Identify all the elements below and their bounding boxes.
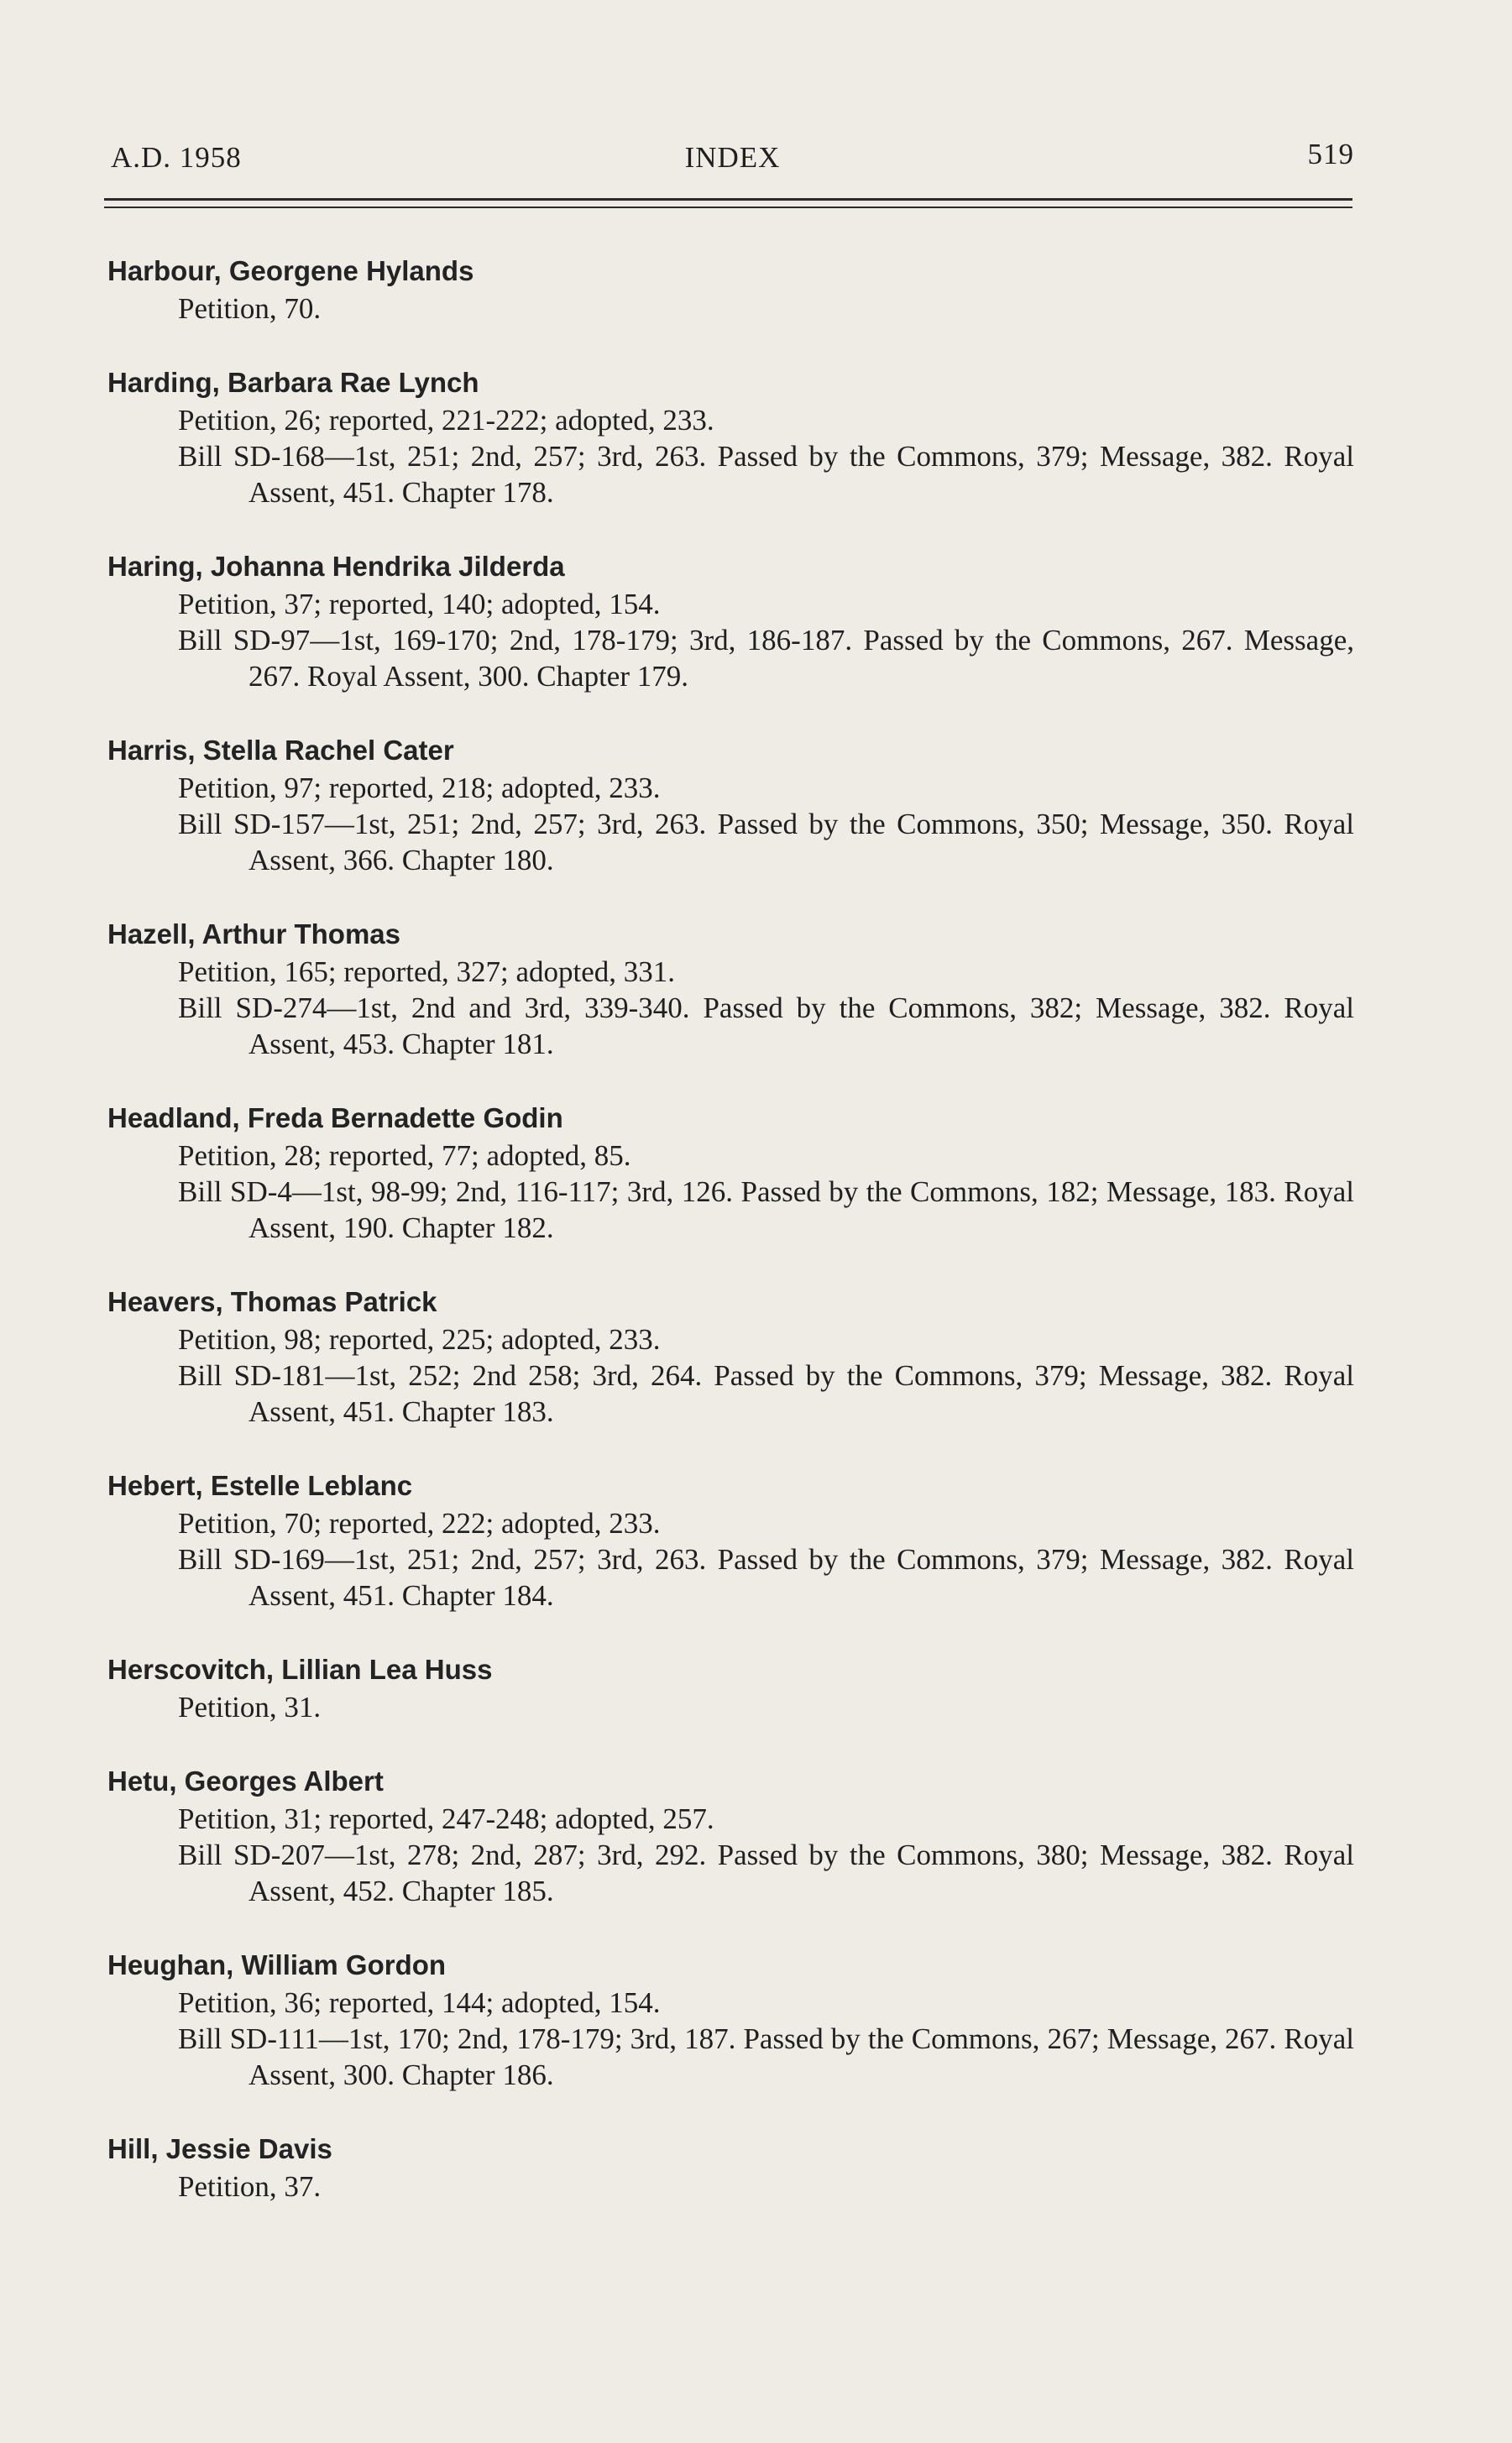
entry-petition: Petition, 31; reported, 247-248; adopted, 257. <box>178 1802 714 1835</box>
entry-name: Hetu, Georges Albert <box>107 1766 384 1797</box>
index-entry <box>107 1467 1354 1614</box>
entry-petition: Petition, 37. <box>178 2170 322 2203</box>
entry-bill: Bill SD-168—1st, 251; 2nd, 257; 3rd, 263. Passed by the Commons, 379; Message, 382. Royal Assent, 451. Chapter 178. <box>178 440 1354 509</box>
entry-bill: Bill SD-169—1st, 251; 2nd, 257; 3rd, 263. Passed by the Commons, 379; Message, 382. Royal Assent, 451. Chapter 184. <box>178 1543 1354 1612</box>
entry-bill: Bill SD-4—1st, 98-99; 2nd, 116-117; 3rd, 126. Passed by the Commons, 182; Message, 183. Royal Assent, 190. Chapter 182. <box>178 1175 1354 1244</box>
index-entry <box>107 547 1354 694</box>
entry-petition: Petition, 98; reported, 225; adopted, 233. <box>178 1323 661 1356</box>
entry-name: Herscovitch, Lillian Lea Huss <box>107 1654 493 1685</box>
entry-name: Hill, Jessie Davis <box>107 2133 332 2164</box>
header-year: A.D. 1958 <box>111 141 242 174</box>
index-entry <box>107 915 1354 1062</box>
entry-petition: Petition, 70; reported, 222; adopted, 233. <box>178 1507 661 1540</box>
index-entry <box>107 731 1354 878</box>
page-header <box>111 138 1354 183</box>
entry-petition: Petition, 37; reported, 140; adopted, 154. <box>178 588 661 620</box>
index-entries <box>107 252 1354 2242</box>
entry-bill: Bill SD-274—1st, 2nd and 3rd, 339-340. Passed by the Commons, 382; Message, 382. Royal Assent, 453. Chapter 181. <box>178 991 1354 1060</box>
index-entry <box>107 1283 1354 1430</box>
entry-name: Hebert, Estelle Leblanc <box>107 1470 413 1501</box>
entry-petition: Petition, 165; reported, 327; adopted, 331. <box>178 955 675 988</box>
entry-name: Harris, Stella Rachel Cater <box>107 735 454 766</box>
index-entry <box>107 364 1354 510</box>
entry-name: Headland, Freda Bernadette Godin <box>107 1102 563 1133</box>
entry-name: Hazell, Arthur Thomas <box>107 918 400 949</box>
entry-bill: Bill SD-157—1st, 251; 2nd, 257; 3rd, 263. Passed by the Commons, 350; Message, 350. Royal Assent, 366. Chapter 180. <box>178 808 1354 876</box>
entry-name: Harding, Barbara Rae Lynch <box>107 367 479 398</box>
header-rule-top <box>104 198 1352 201</box>
entry-name: Heughan, William Gordon <box>107 1949 447 1980</box>
page-number: 519 <box>1307 138 1354 170</box>
entry-bill: Bill SD-181—1st, 252; 2nd 258; 3rd, 264. Passed by the Commons, 379; Message, 382. Royal Assent, 451. Chapter 183. <box>178 1359 1354 1428</box>
entry-petition: Petition, 28; reported, 77; adopted, 85. <box>178 1139 631 1172</box>
index-entry <box>107 1099 1354 1246</box>
index-entry <box>107 252 1354 327</box>
index-entry <box>107 1650 1354 1725</box>
index-entry <box>107 1946 1354 2093</box>
entry-name: Haring, Johanna Hendrika Jilderda <box>107 551 565 582</box>
entry-petition: Petition, 97; reported, 218; adopted, 233. <box>178 772 661 804</box>
index-entry <box>107 1762 1354 1909</box>
entry-bill: Bill SD-97—1st, 169-170; 2nd, 178-179; 3rd, 186-187. Passed by the Commons, 267. Message, 267. Royal Assent, 300. Chapter 179. <box>178 624 1354 693</box>
entry-name: Harbour, Georgene Hylands <box>107 255 474 286</box>
entry-petition: Petition, 26; reported, 221-222; adopted, 233. <box>178 404 714 437</box>
header-title: INDEX <box>684 141 781 174</box>
index-entry <box>107 2130 1354 2205</box>
entry-bill: Bill SD-111—1st, 170; 2nd, 178-179; 3rd, 187. Passed by the Commons, 267; Message, 267. Royal Assent, 300. Chapter 186. <box>178 2022 1354 2091</box>
entry-petition: Petition, 31. <box>178 1691 322 1724</box>
entry-bill: Bill SD-207—1st, 278; 2nd, 287; 3rd, 292. Passed by the Commons, 380; Message, 382. Royal Assent, 452. Chapter 185. <box>178 1839 1354 1907</box>
entry-name: Heavers, Thomas Patrick <box>107 1286 437 1317</box>
entry-petition: Petition, 36; reported, 144; adopted, 154. <box>178 1986 661 2019</box>
header-rule-bottom <box>104 207 1352 208</box>
entry-petition: Petition, 70. <box>178 292 322 325</box>
